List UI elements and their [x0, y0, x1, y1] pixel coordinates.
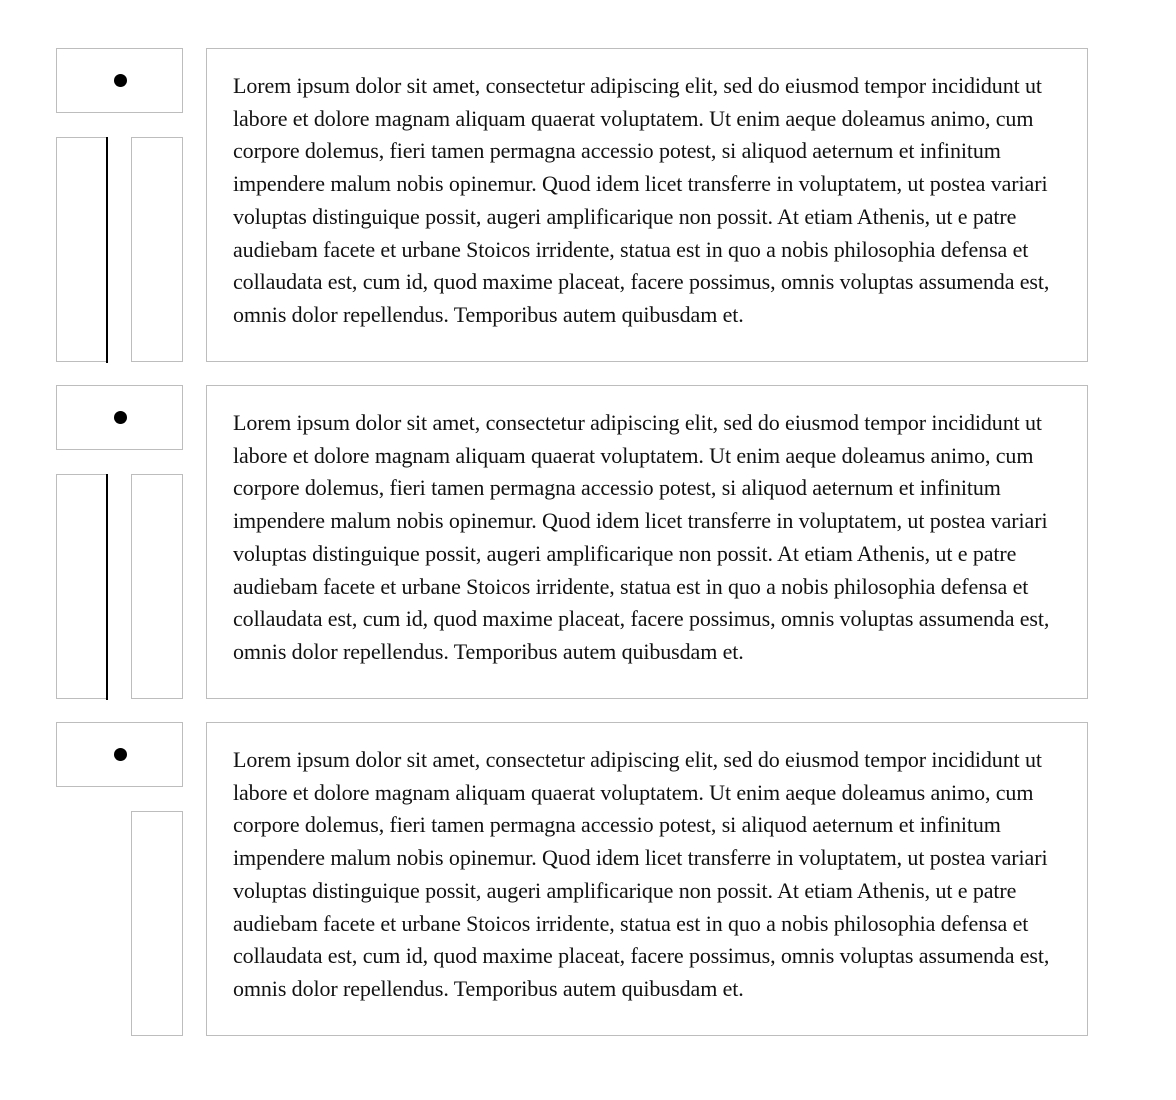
bullet-icon [114, 411, 127, 424]
marker-box [56, 722, 183, 787]
marker-box [56, 48, 183, 113]
vertical-rule [106, 474, 108, 700]
paragraph: Lorem ipsum dolor sit amet, consectetur adipiscing elit, sed do eiusmod tempor incididunt ut labore et dolore magnam aliquam quaerat voluptatem. Ut enim aeque doleamus animo, cum corpore dolemus, fieri tamen permagna accessio potest, si aliquod aeternum et infinitum impendere malum nobis opinemur. Quod idem licet transferre in voluptatem, ut postea variari voluptas distinguique possit, augeri amplificarique non possit. At etiam Athenis, ut e patre audiebam facete et urbane Stoicos irridente, statua est in quo a nobis philosophia defensa et collaudata est, cum id, quod maxime placeat, facere possimus, omnis voluptas assumenda est, omnis dolor repellendus. Temporibus autem quibusdam et. [233, 747, 1050, 1001]
text-box [206, 48, 1088, 362]
paragraph: Lorem ipsum dolor sit amet, consectetur adipiscing elit, sed do eiusmod tempor incididunt ut labore et dolore magnam aliquam quaerat voluptatem. Ut enim aeque doleamus animo, cum corpore dolemus, fieri tamen permagna accessio potest, si aliquod aeternum et infinitum impendere malum nobis opinemur. Quod idem licet transferre in voluptatem, ut postea variari voluptas distinguique possit, augeri amplificarique non possit. At etiam Athenis, ut e patre audiebam facete et urbane Stoicos irridente, statua est in quo a nobis philosophia defensa et collaudata est, cum id, quod maxime placeat, facere possimus, omnis voluptas assumenda est, omnis dolor repellendus. Temporibus autem quibusdam et. [233, 410, 1050, 664]
text-box [206, 722, 1088, 1036]
text-box [206, 385, 1088, 699]
vertical-rule [106, 137, 108, 363]
list-item [0, 722, 1176, 1036]
list-item [0, 48, 1176, 362]
left-track [56, 137, 108, 362]
marker-box [56, 385, 183, 450]
list-item [0, 385, 1176, 699]
right-track [131, 137, 183, 362]
right-track [131, 474, 183, 699]
bullet-icon [114, 74, 127, 87]
paragraph: Lorem ipsum dolor sit amet, consectetur adipiscing elit, sed do eiusmod tempor incididunt ut labore et dolore magnam aliquam quaerat voluptatem. Ut enim aeque doleamus animo, cum corpore dolemus, fieri tamen permagna accessio potest, si aliquod aeternum et infinitum impendere malum nobis opinemur. Quod idem licet transferre in voluptatem, ut postea variari voluptas distinguique possit, augeri amplificarique non possit. At etiam Athenis, ut e patre audiebam facete et urbane Stoicos irridente, statua est in quo a nobis philosophia defensa et collaudata est, cum id, quod maxime placeat, facere possimus, omnis voluptas assumenda est, omnis dolor repellendus. Temporibus autem quibusdam et. [233, 73, 1050, 327]
left-track [56, 474, 108, 699]
right-track [131, 811, 183, 1036]
bullet-icon [114, 748, 127, 761]
